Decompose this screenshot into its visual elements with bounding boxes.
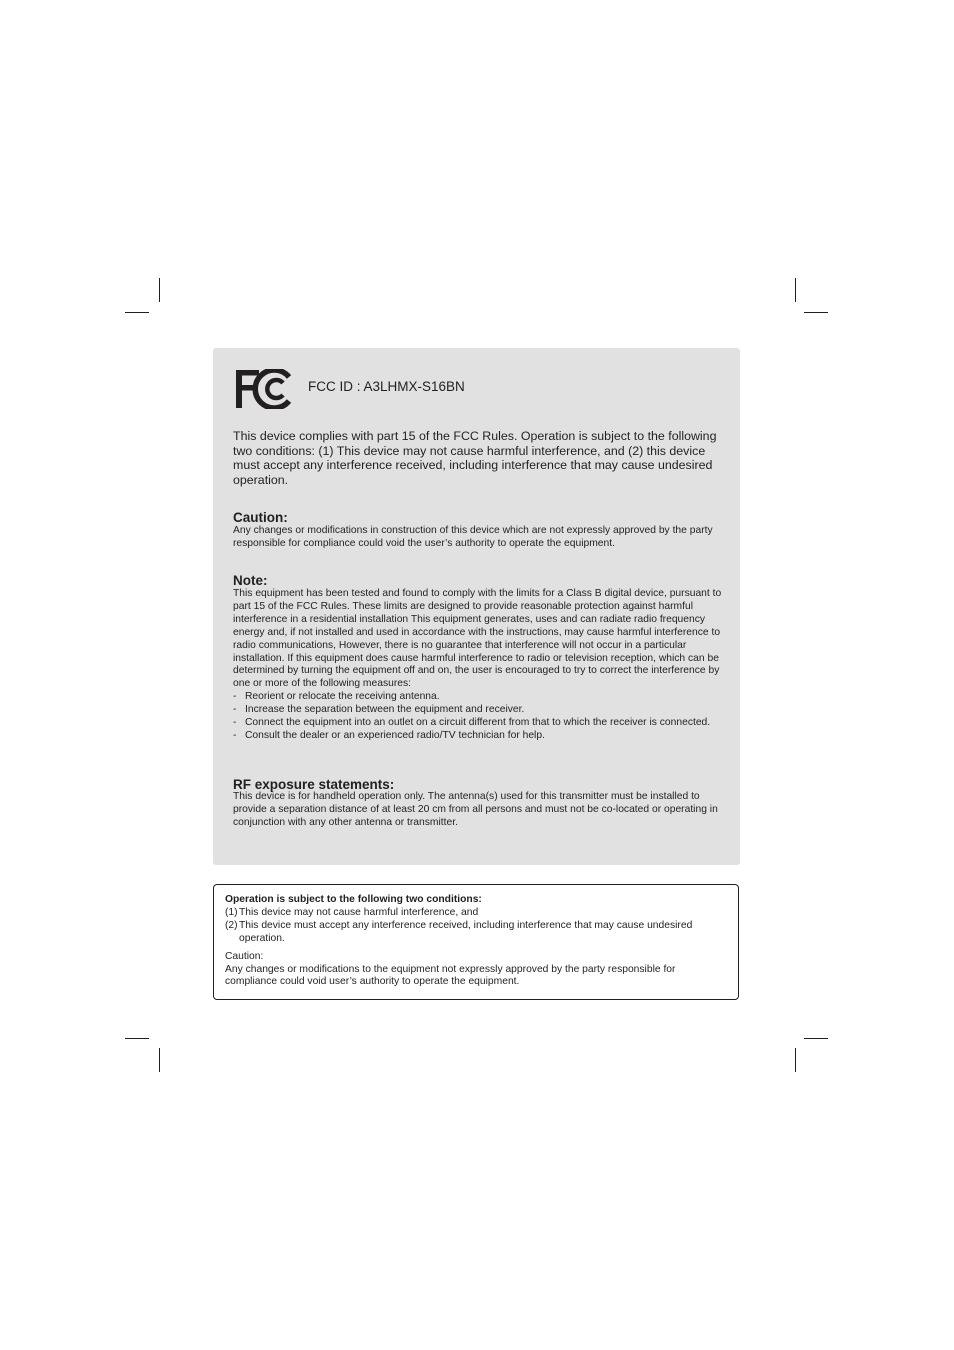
- box-caution-heading: [225, 951, 725, 964]
- caution-text: [233, 525, 723, 551]
- crop-mark: [795, 278, 796, 302]
- bullet-dash: -: [233, 704, 237, 716]
- condition-text: This device must accept any interference received, including interference that may cause undesired operation.: [239, 919, 693, 944]
- rf-paragraph: This device is for handheld operation only. The antenna(s) used for this transmitter must be installed to provide a separation distance of at least 20 cm from all persons and must not be co-located or operating in conjunction with any other antenna or transmitter.: [233, 791, 718, 828]
- measure-text: Increase the separation between the equipment and receiver.: [245, 704, 525, 716]
- compliance-intro: This device complies with part 15 of the FCC Rules. Operation is subject to the following two conditions: (1) This device may not cause harmful interference, and (2) this device must accept any interference received, including interference that may cause undesired operation.: [233, 429, 717, 487]
- caution-title: Caution:: [233, 510, 288, 525]
- rf-text: [233, 791, 723, 830]
- note-text: [233, 588, 723, 743]
- crop-mark: [795, 1048, 796, 1072]
- bullet-dash: -: [233, 729, 237, 741]
- measures-list: [233, 691, 723, 743]
- condition-text: This device may not cause harmful interference, and: [239, 906, 479, 918]
- bullet-dash: -: [233, 717, 237, 729]
- crop-mark: [125, 312, 149, 313]
- crop-mark: [159, 278, 160, 302]
- crop-mark: [125, 1038, 149, 1039]
- conditions-box: [213, 884, 739, 1000]
- measure-text: Connect the equipment into an outlet on a circuit different from that to which the receiver is connected.: [245, 717, 711, 729]
- fcc-logo: [235, 369, 295, 409]
- conditions-heading: Operation is subject to the following two conditions:: [225, 894, 482, 905]
- list-item: [225, 920, 725, 946]
- list-item: [233, 704, 723, 717]
- box-caution-label: Caution: [225, 950, 261, 962]
- caution-paragraph: Any changes or modifications in construction of this device which are not expressly approved by the party responsible for compliance could void the user’s authority to operate the equipment.: [233, 525, 713, 549]
- condition-number: (2): [225, 919, 238, 931]
- crop-mark: [159, 1048, 160, 1072]
- rf-title: RF exposure statements:: [233, 777, 395, 792]
- fcc-id: FCC ID : A3LHMX-S16BN: [308, 379, 465, 394]
- list-item: [233, 717, 723, 730]
- condition-number: (1): [225, 906, 238, 918]
- bullet-dash: -: [233, 691, 237, 703]
- box-caution-text: Any changes or modifications to the equipment not expressly approved by the party responsible for compliance could void user’s authority to operate the equipment.: [225, 963, 676, 988]
- list-item: [225, 907, 725, 920]
- box-caution-colon: :: [260, 950, 264, 962]
- list-item: [233, 730, 723, 743]
- note-title: Note:: [233, 573, 268, 588]
- measure-text: Reorient or relocate the receiving antenna.: [245, 691, 440, 703]
- list-item: [233, 691, 723, 704]
- measure-text: Consult the dealer or an experienced radio/TV technician for help.: [245, 729, 545, 741]
- crop-mark: [804, 312, 828, 313]
- note-paragraph: This equipment has been tested and found to comply with the limits for a Class B digital device, pursuant to part 15 of the FCC Rules. These limits are designed to provide reasonable protection against harmful interference in a residential installation This equipment generates, uses and can radiate radio frequency energy and, if not installed and used in accordance with the instructions, may cause harmful interference to radio communications, However, there is no guarantee that interference will not occur in a particular installation. If this equipment does cause harmful interference to radio or television reception, which can be determined by turning the equipment off and on, the user is encouraged to try to correct the interference by one or more of the following measures:: [233, 588, 722, 690]
- crop-mark: [804, 1038, 828, 1039]
- conditions-content: [225, 894, 725, 989]
- fcc-statement-panel: [213, 348, 740, 865]
